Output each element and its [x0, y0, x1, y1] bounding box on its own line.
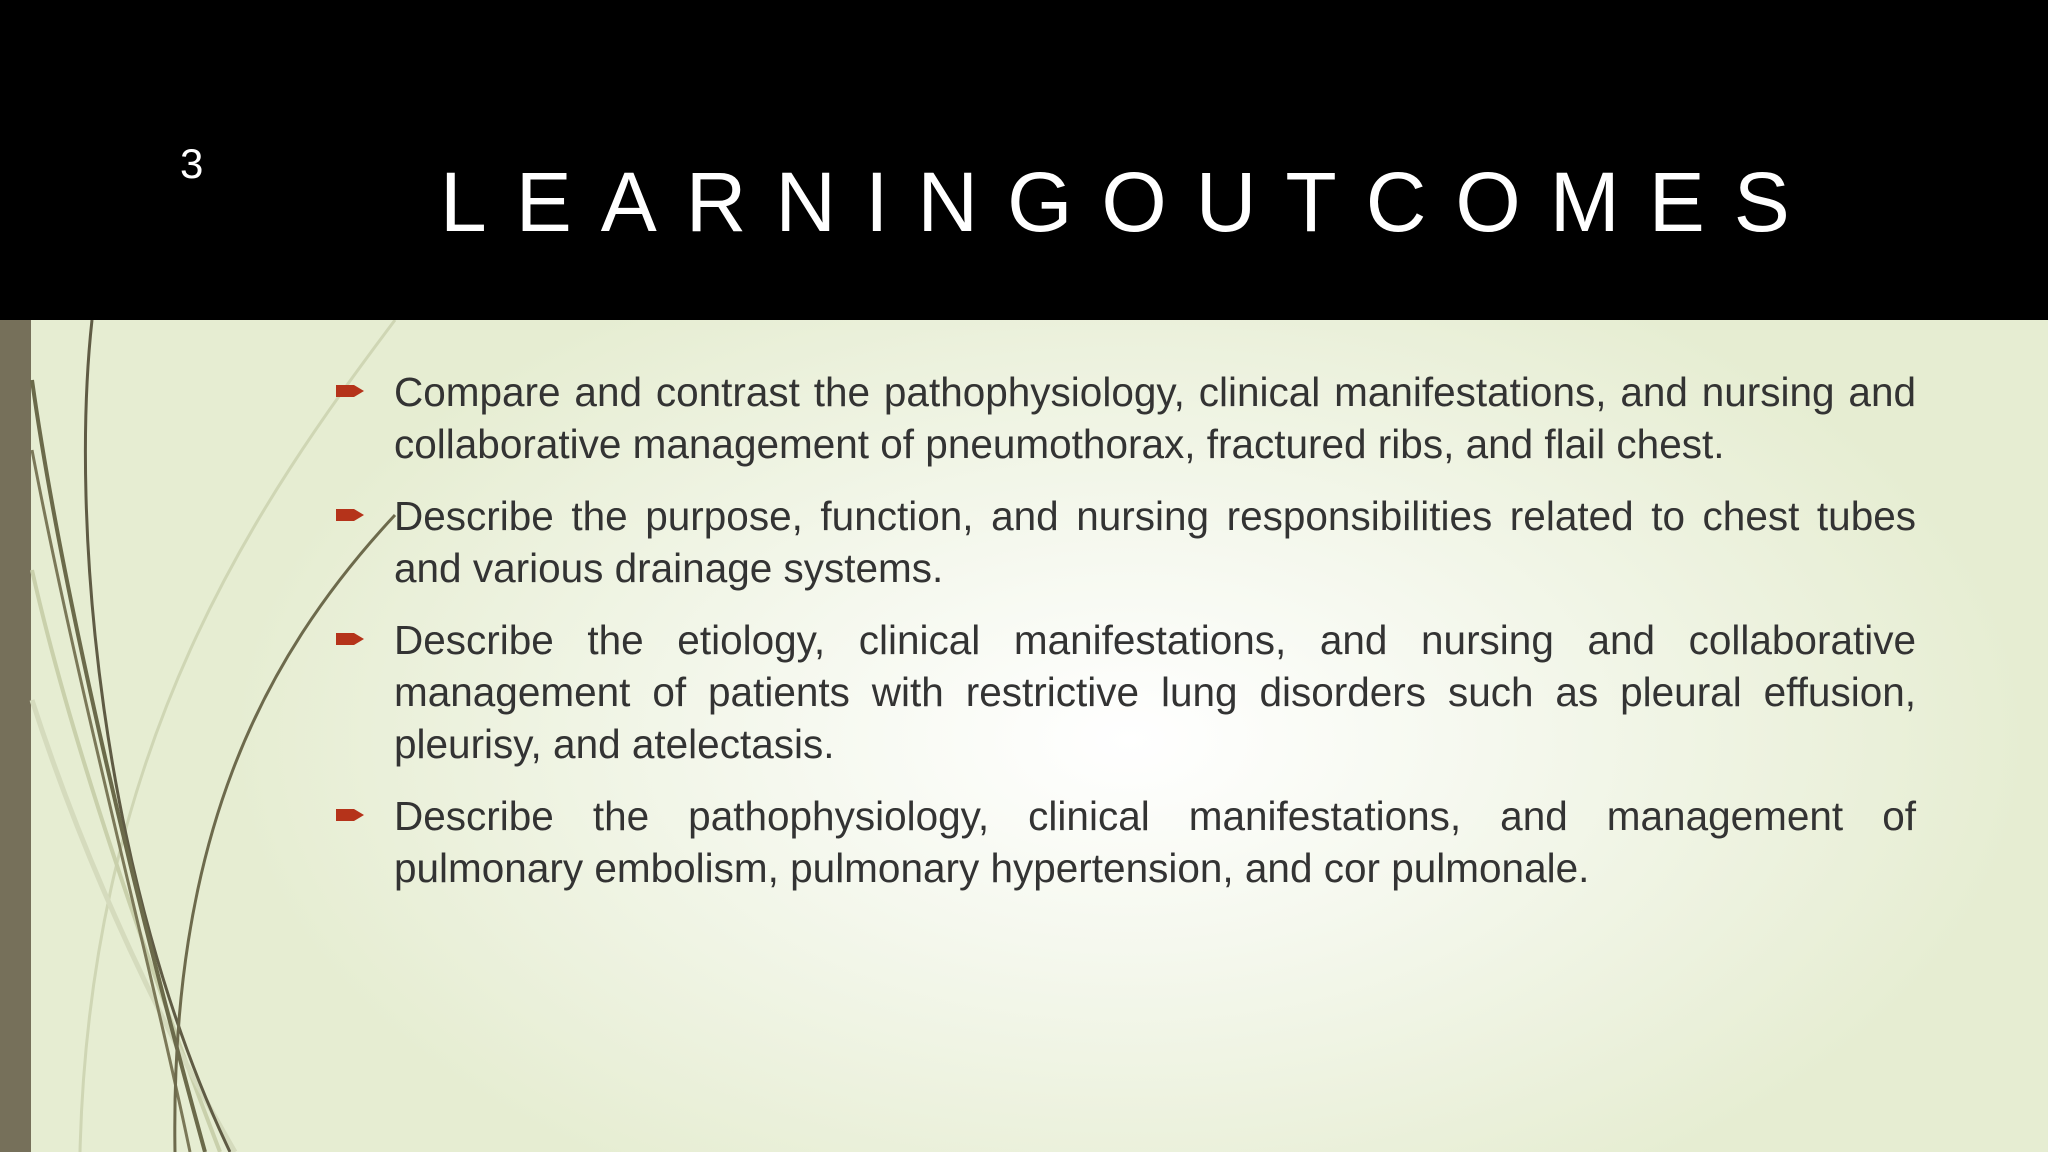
learning-outcomes-list	[336, 366, 1916, 894]
slide-title: LEARNINGOUTCOMES	[440, 155, 1819, 250]
list-item-text: Describe the pathophysiology, clinical manifestations, and management of pulmonary embolism, pulmonary hypertension, and cor pulmonale.	[394, 793, 1916, 891]
list-item-text: Describe the purpose, function, and nursing responsibilities related to chest tubes and various drainage systems.	[394, 493, 1916, 591]
content-area	[336, 366, 1916, 914]
arrow-bullet-icon	[336, 629, 366, 649]
arrow-bullet-icon	[336, 805, 366, 825]
list-item	[336, 366, 1916, 470]
decor-curve-dark-3	[32, 450, 190, 1152]
list-item-text: Describe the etiology, clinical manifestations, and nursing and collaborative management of patients with restrictive lung disorders such as pleural effusion, pleurisy, and atelectasis.	[394, 617, 1916, 767]
list-item	[336, 614, 1916, 770]
arrow-bullet-icon	[336, 381, 366, 401]
arrow-bullet-icon	[336, 505, 366, 525]
list-item	[336, 790, 1916, 894]
slide-header	[0, 0, 2048, 320]
decor-curve-pale-3	[32, 700, 235, 1152]
list-item	[336, 490, 1916, 594]
decor-curve-dark-1	[85, 320, 230, 1152]
list-item-text: Compare and contrast the pathophysiology, clinical manifestations, and nursing and collaborative management of pneumothorax, fractured ribs, and flail chest.	[394, 369, 1916, 467]
slide-number: 3	[180, 140, 204, 187]
